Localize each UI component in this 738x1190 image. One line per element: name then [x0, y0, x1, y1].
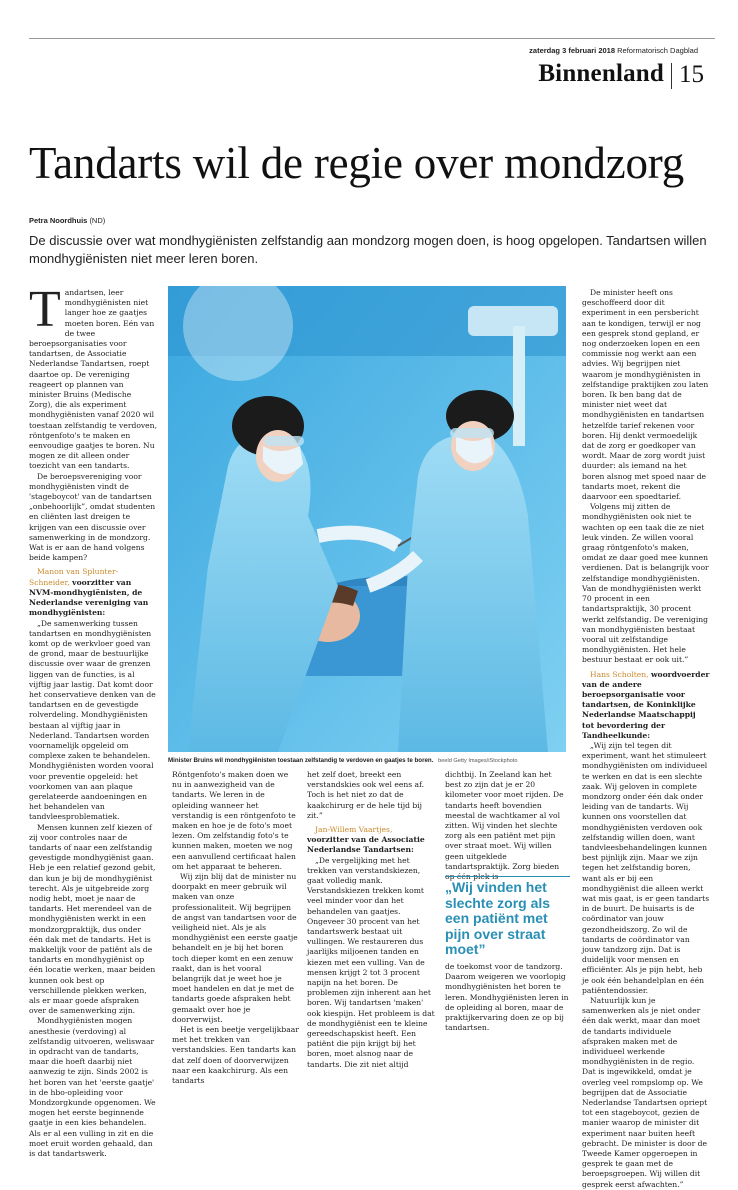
- column-3: [307, 770, 435, 1069]
- article-photo: [168, 286, 566, 752]
- paragraph: De beroepsvereniging voor mondhygiënisten vindt de 'stageboycot' van de tandartsen „onbehoorlijk”, omdat studenten en cliënten last dreigen te krijgen van een discussie over samenwerking in de mondzorg. Wat is er aan de hand volgens beide kampen?: [29, 471, 156, 563]
- paragraph: „De vergelijking met het trekken van verstandskiezen, gaat volledig mank. Verstandskiezen trekken komt veel minder voor dan het behandelen van gaatjes. Ongeveer 30 procent van het tandartswerk bestaat uit vullingen. We restaureren dus jaarlijks miljoenen tanden en kiezen met een vulling. Van de mensen krijgt 2 tot 3 procent napijn na het boren. De problemen zijn inherent aan het boren. Wij tandartsen 'maken' ook kiespijn. Het probleem is dat de mondhygiënist een te kleine gereedschapskist heeft. Een patiënt die pijn krijgt bij het boren, moet alsnog naar de tandarts. Die zit niet altijd: [307, 855, 435, 1069]
- speaker-role: voorzitter van NVM-mondhygiënisten, de Nederlandse vereniging van mondhygiënisten:: [29, 577, 149, 618]
- column-4-bottom: [445, 962, 570, 1048]
- speaker-name: Manon van Splunter-Schneider,: [29, 567, 119, 587]
- byline: [29, 216, 105, 225]
- paragraph: dichtbij. In Zeeland kan het best zo zijn dat je er 20 kilometer voor moet rijden. De tandarts heeft bovendien meestal de wachtkamer al vol zitten. Wij vinden het slechte zorg als een patiënt met pijn over straat moet. Wij willen geen uitgeklede tandartspraktijk. Zorg bieden: [445, 770, 564, 871]
- paragraph: „Wij zijn tel tegen dit experiment, want het stimuleert mondhygiënisten om individueel te werken en dat is een slechte zaak. Wij geloven in complete mondzorg onder één dak onder leiding van de tandarts. Wij kunnen ons voorstellen dat mondhygiënisten verdoven ook zelfstandig willen doen, want tandvleesbehandelingen kunnen best pijnlijk zijn. Maar we zijn tegen het zelfstandig boren, want als er bij een mondhygiënist die alleen werkt wat mis gaat, is er geen tandarts in de buurt. De huisarts is de coördinator van jouw gezondheidszorg. Zo wil de tandarts de coördinator van jouw tandzorg zijn. Dat is duidelijk voor mensen en efficiënter. Als je pijn hebt, heb je ook één behandelplan en één patiëntendossier.: [582, 740, 710, 995]
- paragraph: Wij zijn blij dat de minister nu doorpakt en meer gebruik wil maken van onze professionaliteit. Wij begrijpen de angst van tandartsen voor de veiligheid niet. Als je als mondhygiënist een eerste gaatje behandelt en je bij het boren toch dieper komt en een zenuw raakt, dan is het vooral belangrijk dat je weet hoe je moet handelen en dat je met de tandarts goede afspraken hebt gemaakt over hoe je doorverwijst.: [172, 872, 298, 1024]
- section-name: Binnenland: [538, 60, 664, 87]
- column-5: [582, 288, 710, 1189]
- headline: Tandarts wil de regie over mondzorg: [29, 138, 685, 188]
- caption-text: Minister Bruins wil mondhygiënisten toestaan zelfstandig te verdoven en gaatjes te boren.: [168, 757, 434, 764]
- paragraph: „De samenwerking tussen tandartsen en mondhygiënisten komt op de werkvloer goed van de grond, maar de bestuurlijke discussie over waar de grenzen liggen van de functies, is al vijftig jaar lastig. Dat komt door het conservatieve denken van de tandartsen en de gevestigde rolverdeling. Mondhygiënisten bestaan al vijftig jaar in Nederland. Tandartsen worden voornamelijk opgeleid om complexe zaken te behandelen. Mondhygiënisten worden vooral voor preventie opgeleid: het voorkomen van aan plaque gerelateerde aandoeningen en het behandelen van tandvleesproblematiek.: [29, 618, 156, 822]
- speaker-name: Jan-Willem Vaartjes,: [315, 825, 393, 835]
- column-1: [29, 281, 157, 1159]
- pullquote-rule: [445, 876, 570, 877]
- lead-paragraph: De discussie over wat mondhygiënisten zelfstandig aan mondzorg mogen doen, is hoog opgelopen. Tandartsen willen mondhygiënisten niet meer leren boren.: [29, 233, 707, 266]
- paragraph: Mondhygiënisten mogen anesthesie (verdoving) al zelfstandig uitvoeren, weliswaar in opdracht van de tandarts, maar die hoeft daarbij niet aanwezig te zijn. Sinds 2002 is het boren van het 'eerste gaatje' in de hbo-opleiding voor Mondzorgkunde opgenomen. We mogen het eerste beginnende gaatje in een kies behandelen. Als er al een vulling in zit en die moet eruit worden gehaald, dan is dat tandartswerk.: [29, 1016, 156, 1159]
- top-rule: [29, 38, 715, 39]
- paper-name: Reformatorisch Dagblad: [617, 46, 698, 55]
- date: zaterdag 3 februari 2018: [529, 46, 616, 55]
- speaker-name: Hans Scholten,: [590, 669, 649, 679]
- photo-credit: beeld Getty Images/iStockphoto: [438, 758, 518, 764]
- author: Petra Noordhuis: [29, 216, 88, 225]
- speaker-intro: [29, 567, 157, 618]
- dateline: [529, 46, 698, 55]
- author-tag: (ND): [89, 216, 106, 225]
- drop-cap: T: [29, 281, 61, 338]
- paragraph: de toekomst voor de tandzorg. Daarom weigeren we voorlopig mondhygiënisten het boren te leren. Mondhygiënisten leren in de opleiding al boren, maar de praktijkervaring doen ze op bij tandartsen.: [445, 962, 569, 1033]
- paragraph: Röntgenfoto's maken doen we nu in aanwezigheid van de tandarts. We leren in de opleiding wanneer het verstandig is een röntgenfoto te maken en hoe je de foto's moet lezen. Om zelfstandig foto's te kunnen maken, moeten we nog een aanvullend certificaat halen om het apparaat te beheren.: [172, 770, 296, 871]
- paragraph: Mensen kunnen zelf kiezen of zij voor controles naar de tandarts of naar een zelfstandig gevestigde mondhygiënist gaan. Heb je een relatief gezond gebit, dan kun je bij de mondhygiënist terecht. Als je uitgebreide zorg nodig hebt, moet je naar de tandarts. Het merendeel van de mondhygiënisten werkt in een mondzorgpraktijk, dus onder één dak met de tandarts. Het is makkelijk voor de patiënt als de tandarts en mondhygiënist op één locatie werken, maar beiden kunnen ook best op verschillende plekken werken, als er maar goede afspraken over de samenwerking zijn.: [29, 822, 156, 1016]
- intro-paragraph: Tandartsen, leer mondhygiënisten niet langer hoe ze gaatjes moeten boren. Eén van de twee beroepsorganisaties voor tandartsen, de Associatie Nederlandse Tandartsen, roept daartoe op. De vereniging reageert op plannen van minister Bruins (Medische Zorg), die als experiment mondhygiënisten vanaf 2020 wil toestaan zelfstandig te verdoven, röntgenfoto's te maken en eenvoudige gaatjes te boren. Nu mogen ze dit alleen onder toezicht van een tandarts.: [29, 281, 157, 471]
- dentist-scene-illustration: [168, 286, 566, 752]
- pullquote: „Wij vinden het slechte zorg als een patiënt met pijn over straat moet”: [445, 879, 551, 958]
- paragraph: Het is een beetje vergelijkbaar met het trekken van verstandskies. Een tandarts kan dat zelf doen of doorverwijzen naar een kaakchirurg. Als een tandarts: [172, 1025, 299, 1086]
- photo-caption: [168, 757, 566, 764]
- column-4-top: [445, 770, 570, 870]
- speaker-intro: [307, 825, 435, 856]
- speaker-role: voorzitter van de Associatie Nederlandse Tandartsen:: [307, 835, 425, 855]
- speaker-role: woordvoerder van de andere beroepsorganisatie voor tandartsen, de Koninklijke Nederlandse Maatschappij tot bevordering der Tandheelkunde:: [582, 669, 710, 740]
- speaker-intro: [582, 670, 710, 741]
- paragraph: Natuurlijk kun je samenwerken als je niet onder één dak werkt, maar dan moet de tandarts individuele afspraken maken met de individueel werkende mondhygiënisten in de regio. Dat is ingewikkeld, omdat je overleg veel rompslomp op. We begrijpen dat de Associatie Nederlandse Tandartsen opriept tot een stageboycot, gezien de manier waarop de minister dit experiment naar buiten heeft gebracht. De minister is door de Tweede Kamer opgeroepen in gesprek te gaan met de beroepsgroepen. Wij willen dit gesprek eerst afwachten.”: [582, 996, 708, 1189]
- paragraph: Volgens mij zitten de mondhygiënisten ook niet te wachten op een taak die ze niet leuk vinden. Ze willen vooral graag röntgenfoto's maken, omdat ze daar goed mee kunnen verdienen. Dat is belangrijk voor zelfstandige mondhygiënisten. Van de mondhygiënisten werkt 70 procent in een tandartspraktijk, 30 procent werkt zelfstandig. De vereniging van mondhygiënisten bestaat vooral uit zelfstandige mondhygiënisten. Het hele bestuur bestaat er ook uit.”: [582, 502, 709, 665]
- paragraph: het zelf doet, breekt een verstandskies ook wel eens af. Toch is het niet zo dat de kaakchirurg er de hele tijd bij zit.”: [307, 770, 425, 820]
- column-2: [172, 770, 300, 1086]
- page-number: 15: [679, 61, 704, 88]
- paragraph: De minister heeft ons geschoffeerd door dit experiment in een persbericht aan te kondigen, terwijl er nog een gesprek stond gepland, er nog onderzoeken lopen en een commissie nog werkt aan een advies. Wij begrijpen niet waarom je mondhygiënisten in zelfstandige praktijken zou laten boren. Ik ben bang dat de minister niet weet dat mondhygiënisten en tandartsen hetzelfde tarief rekenen voor boren. Hij denkt vermoedelijk dat de zorg er goedkoper van wordt. Maar de zorg wordt juist duurder: als iemand na het boren alsnog met spoed naar de tandarts moet, rekent die daarvoor een spoedtarief.: [582, 288, 709, 502]
- page-divider: [671, 63, 672, 89]
